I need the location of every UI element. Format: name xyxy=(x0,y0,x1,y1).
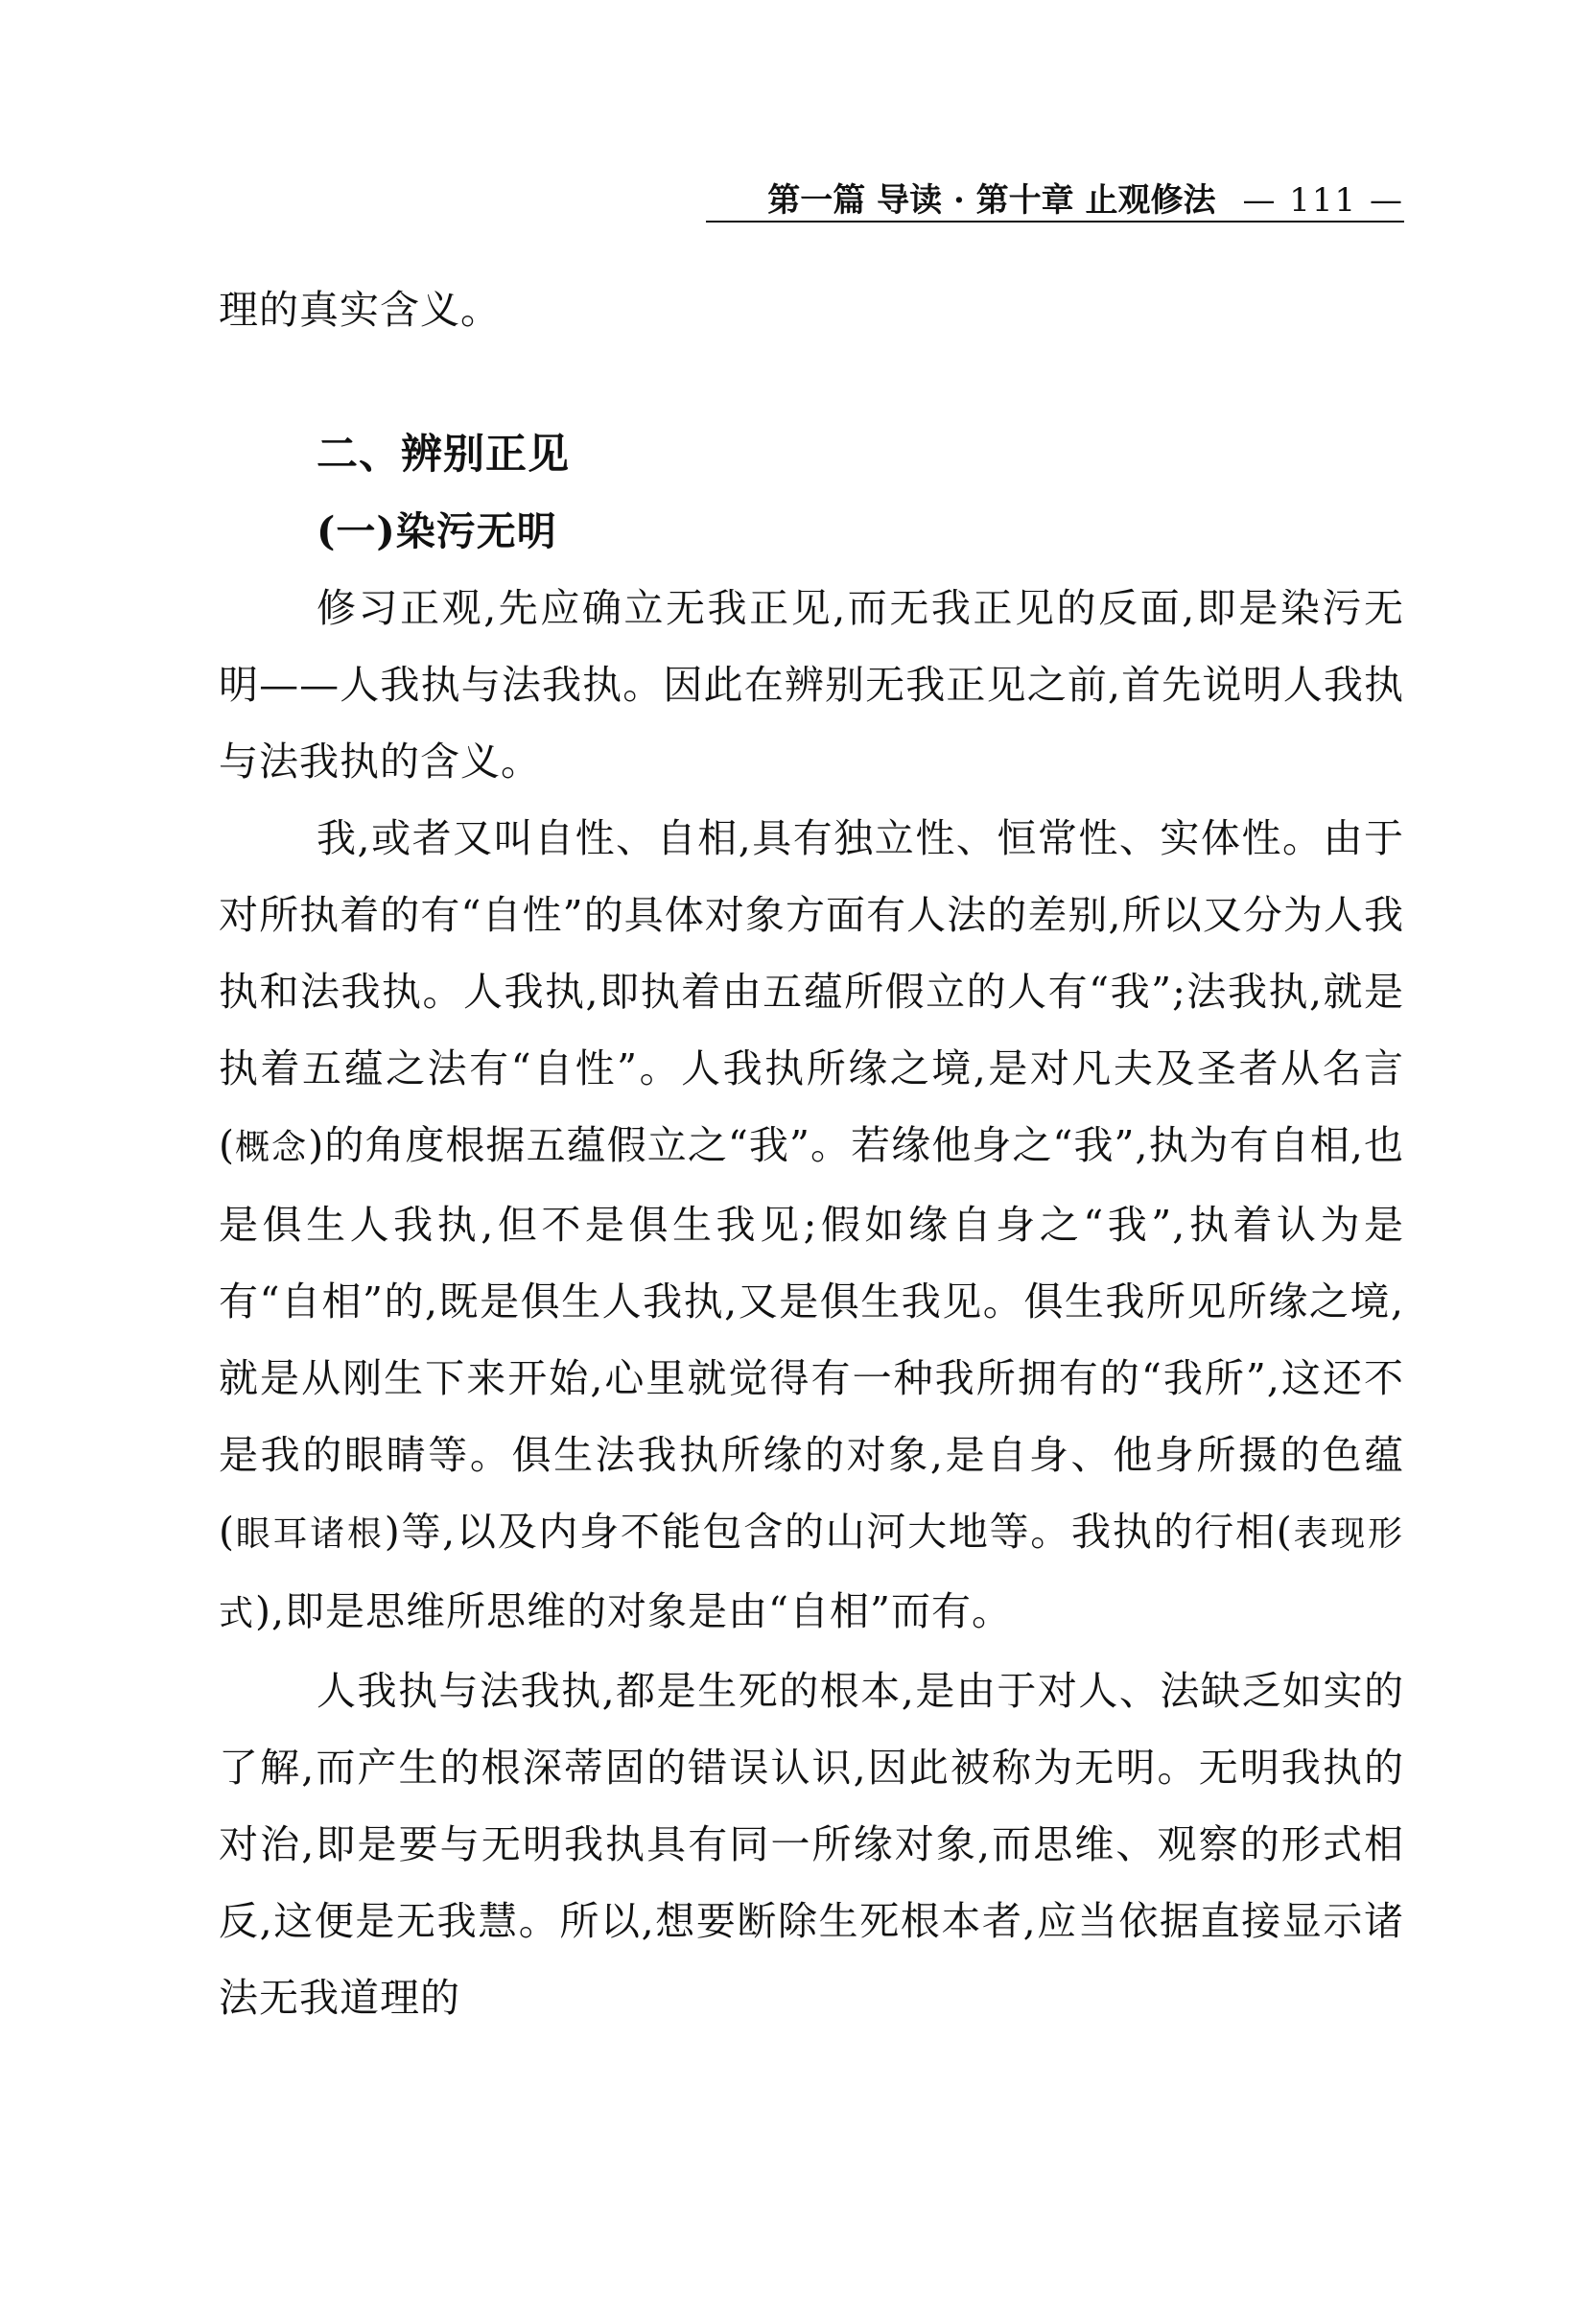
paragraph-text: )的角度根据五蕴假立之“我”。若缘他身之“我”,执为有自相,也是俱生人我执,但不是俱生我见;假如缘自身之“我”,执着认为是有“自相”的,既是俱生人我执,又是俱生我见。俱生我所见所缘之境,就是从刚生下来开始,心里就觉得有一种我所拥有的“我所”,这还不是我的眼睛等。俱生法我执所缘的对象,是自身、他身所摄的色蕴( xyxy=(219,1122,1404,1555)
inline-note: 眼耳诸根 xyxy=(235,1514,385,1554)
header-rule xyxy=(706,221,1404,223)
paragraph xyxy=(219,570,1404,800)
inline-note: 概念 xyxy=(235,1128,309,1167)
paragraph-text: 人我执与法我执,都是生死的根本,是由于对人、法缺乏如实的了解,而产生的根深蒂固的错误认识,因此被称为无明。无明我执的对治,即是要与无明我执具有同一所缘对象,而思维、观察的形式相反,这便是无我慧。所以,想要断除生死根本者,应当依据直接显示诸法无我道理的 xyxy=(219,1668,1404,2021)
body-text xyxy=(219,570,1404,2036)
paragraph-text: )等,以及内身不能包含的山河大地等。我执的行相( xyxy=(384,1509,1293,1555)
paragraph-text: ),即是思维所思维的对象是由“自相”而有。 xyxy=(255,1588,1012,1634)
running-header-title: 第一篇 导读 · 第十章 止观修法 xyxy=(767,181,1216,220)
running-header xyxy=(706,171,1404,220)
carry-over-line: 理的真实含义。 xyxy=(219,287,501,333)
inline-note: 表现形式 xyxy=(219,1514,1404,1633)
paragraph-text: 修习正观,先应确立无我正见,而无我正见的反面,即是染污无明——人我执与法我执。因此在辨别无我正见之前,首先说明人我执与法我执的含义。 xyxy=(219,585,1404,785)
page-number: — 111 — xyxy=(1242,181,1404,220)
paragraph xyxy=(219,1653,1404,2036)
section-heading: 二、辨别正见 xyxy=(317,431,570,479)
paragraph xyxy=(219,800,1404,1653)
paragraph-text: 我,或者又叫自性、自相,具有独立性、恒常性、实体性。由于对所执着的有“自性”的具体对象方面有人法的差别,所以又分为人我执和法我执。人我执,即执着由五蕴所假立的人有“我”;法我执,就是执着五蕴之法有“自性”。人我执所缘之境,是对凡夫及圣者从名言( xyxy=(219,815,1405,1168)
subsection-heading: (一)染污无明 xyxy=(317,508,557,554)
